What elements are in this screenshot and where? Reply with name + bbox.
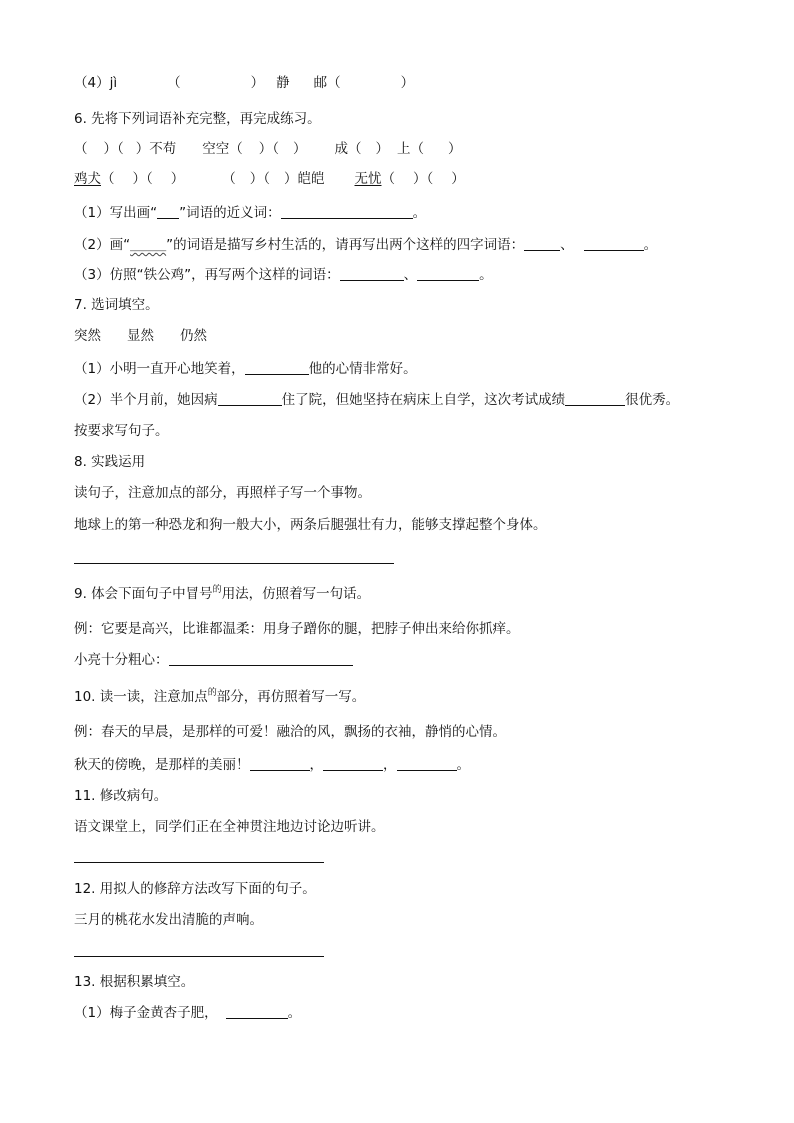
q6-row2-k: ） — [451, 171, 465, 187]
q6-row2-f: ）（ — [249, 171, 270, 187]
q6-sub1-answer-blank[interactable] — [281, 204, 413, 219]
q13-sub1-blank[interactable] — [226, 1004, 288, 1019]
q6-sub2-end: 。 — [643, 237, 658, 253]
q10-example: 例：春天的早晨，是那样的可爱！融洽的风，飘扬的衣袖，静悄的心情。 — [74, 724, 506, 740]
q9-answer-blank[interactable] — [169, 651, 353, 666]
q8-answer-line[interactable] — [74, 563, 394, 564]
q6-sub3-blank-2[interactable] — [417, 266, 479, 281]
q6-row2-c: ）（ — [132, 171, 153, 187]
q12-answer-line[interactable] — [74, 956, 324, 957]
q13-sub1 — [74, 1004, 301, 1022]
q9-title-post: 用法，仿照着写一句话。 — [221, 586, 371, 602]
q9-prompt-text: 小亮十分粗心： — [74, 652, 169, 668]
q6-sub3-end: 。 — [479, 267, 493, 283]
q6-sub2-sep: 、 — [560, 237, 574, 253]
q7-sub2-blank-2[interactable] — [565, 391, 625, 406]
q13-sub1-end: 。 — [287, 1005, 302, 1021]
q10-sep-1: ， — [309, 757, 323, 773]
q9-title-pre: 9. 体会下面句子中冒号 — [74, 586, 213, 602]
q4-label: （4）jì — [74, 75, 118, 91]
q6-row1-a: （ — [74, 141, 88, 157]
q4-paren-left: （ — [167, 75, 181, 91]
q6-row2-h: 无忧 — [354, 171, 382, 187]
q6-row1-d: 空空（ — [202, 141, 243, 157]
q7-sub1-post: 他的心情非常好。 — [308, 361, 417, 377]
q10-title-dot: 的 — [207, 688, 217, 698]
q6-row2-b: （ — [101, 171, 115, 187]
q6-row2-a: 鸡犬 — [74, 171, 101, 187]
q10-end: 。 — [456, 757, 470, 773]
q11-answer-line[interactable] — [74, 862, 324, 863]
q6-sub2-wavy-sample: ________ — [130, 242, 167, 252]
q9-example: 例：它要是高兴，比谁都温柔：用身子蹭你的腿，把脖子伸出来给你抓痒。 — [74, 621, 520, 637]
q4-paren-right: ） — [250, 75, 265, 91]
q6-row1-j: ） — [448, 141, 462, 157]
q6-row1-c: ）不苟 — [135, 141, 177, 157]
q6-row1-i: 上（ — [397, 141, 424, 157]
q10-blank-2[interactable] — [323, 756, 383, 771]
q8-instruction: 读句子，注意加点的部分，再照样子写一个事物。 — [74, 485, 371, 501]
q4-word-1: 静 — [276, 75, 290, 91]
q6-sub2-mid: ”的词语是描写乡村生活的，请再写出两个这样的四字词语： — [166, 237, 525, 253]
q6-row1 — [74, 140, 462, 158]
q11-sentence: 语文课堂上，同学们正在全神贯注地边讨论边听讲。 — [74, 819, 385, 835]
q7-title: 7. 选词填空。 — [74, 297, 159, 313]
q7-sub2-pre: （2）半个月前，她因病 — [74, 392, 218, 408]
q6-sub1-pre: （1）写出画“ — [74, 205, 158, 221]
q9-prompt — [74, 651, 353, 669]
q7-options — [74, 327, 207, 345]
q7-sub1 — [74, 360, 417, 378]
q7-sub2-blank-1[interactable] — [218, 391, 282, 406]
q4-word-2: 邮（ — [313, 75, 341, 91]
q7-sub2-post: 很优秀。 — [625, 392, 680, 408]
q6-sub2 — [74, 236, 657, 256]
q6-row1-e: ）（ — [258, 141, 279, 157]
q10-title-post: 部分，再仿照着写一写。 — [216, 689, 366, 705]
q10-prompt — [74, 756, 470, 774]
q6-sub1-end: 。 — [412, 205, 427, 221]
q10-sep-2: ， — [383, 757, 397, 773]
q6-sub3-blank-1[interactable] — [340, 266, 404, 281]
q10-title — [74, 688, 365, 708]
q9-title — [74, 585, 370, 605]
q7-option-3: 仍然 — [180, 328, 207, 344]
q7-sub1-pre: （1）小明一直开心地笑着， — [74, 361, 245, 377]
q6-row2-d: ） — [170, 171, 185, 187]
q6-sub1-sample-line — [157, 204, 179, 219]
q6-sub3 — [74, 266, 493, 284]
q7-sub2 — [74, 391, 679, 409]
q6-sub2-pre: （2）画“ — [74, 237, 131, 253]
q6-row2-i: （ — [381, 171, 395, 187]
q10-blank-3[interactable] — [397, 756, 457, 771]
q6-sub2-blank-2[interactable] — [584, 236, 644, 251]
q7-option-2: 显然 — [127, 328, 154, 344]
q7-sub2-mid: 住了院，但她坚持在病床上自学，这次考试成绩 — [281, 392, 566, 408]
q13-sub1-text: （1）梅子金黄杏子肥， — [74, 1005, 218, 1021]
q10-blank-1[interactable] — [250, 756, 310, 771]
q4-end: ） — [400, 75, 415, 91]
q11-title: 11. 修改病句。 — [74, 788, 168, 804]
q6-sub3-sep: 、 — [403, 267, 418, 283]
q6-row2-e: （ — [222, 171, 236, 187]
q6-sub1-mid: ”词语的近义词： — [179, 205, 281, 221]
q7-sub1-blank[interactable] — [245, 360, 309, 375]
q6-title: 6. 先将下列词语补充完整，再完成练习。 — [74, 111, 321, 127]
q12-sentence: 三月的桃花水发出清脆的声响。 — [74, 912, 263, 928]
q8-example: 地球上的第一种恐龙和狗一般大小，两条后腿强壮有力，能够支撑起整个身体。 — [74, 517, 547, 533]
q6-row1-g: 成（ — [334, 141, 362, 157]
q6-row1-f: ） — [293, 141, 307, 157]
q13-title: 13. 根据积累填空。 — [74, 974, 195, 990]
q6-row1-b: ）（ — [103, 141, 124, 157]
q12-title: 12. 用拟人的修辞方法改写下面的句子。 — [74, 881, 316, 897]
q7-option-1: 突然 — [74, 328, 101, 344]
q9-title-dot: 的 — [212, 585, 222, 595]
q6-sub1 — [74, 204, 426, 222]
q6-row1-h: ） — [375, 141, 389, 157]
q6-row2-g: ）皑皑 — [284, 171, 325, 187]
q6-row2 — [74, 170, 465, 188]
q7-note: 按要求写句子。 — [74, 423, 169, 439]
q6-row2-j: ）（ — [413, 171, 434, 187]
q6-sub2-blank-1[interactable] — [524, 236, 560, 251]
q10-title-pre: 10. 读一读，注意加点 — [74, 689, 208, 705]
q4-line — [74, 74, 414, 92]
q6-sub3-pre: （3）仿照“铁公鸡”，再写两个这样的词语： — [74, 267, 340, 283]
q10-prompt-text: 秋天的傍晚，是那样的美丽！ — [74, 757, 250, 773]
q8-title: 8. 实践运用 — [74, 454, 146, 470]
